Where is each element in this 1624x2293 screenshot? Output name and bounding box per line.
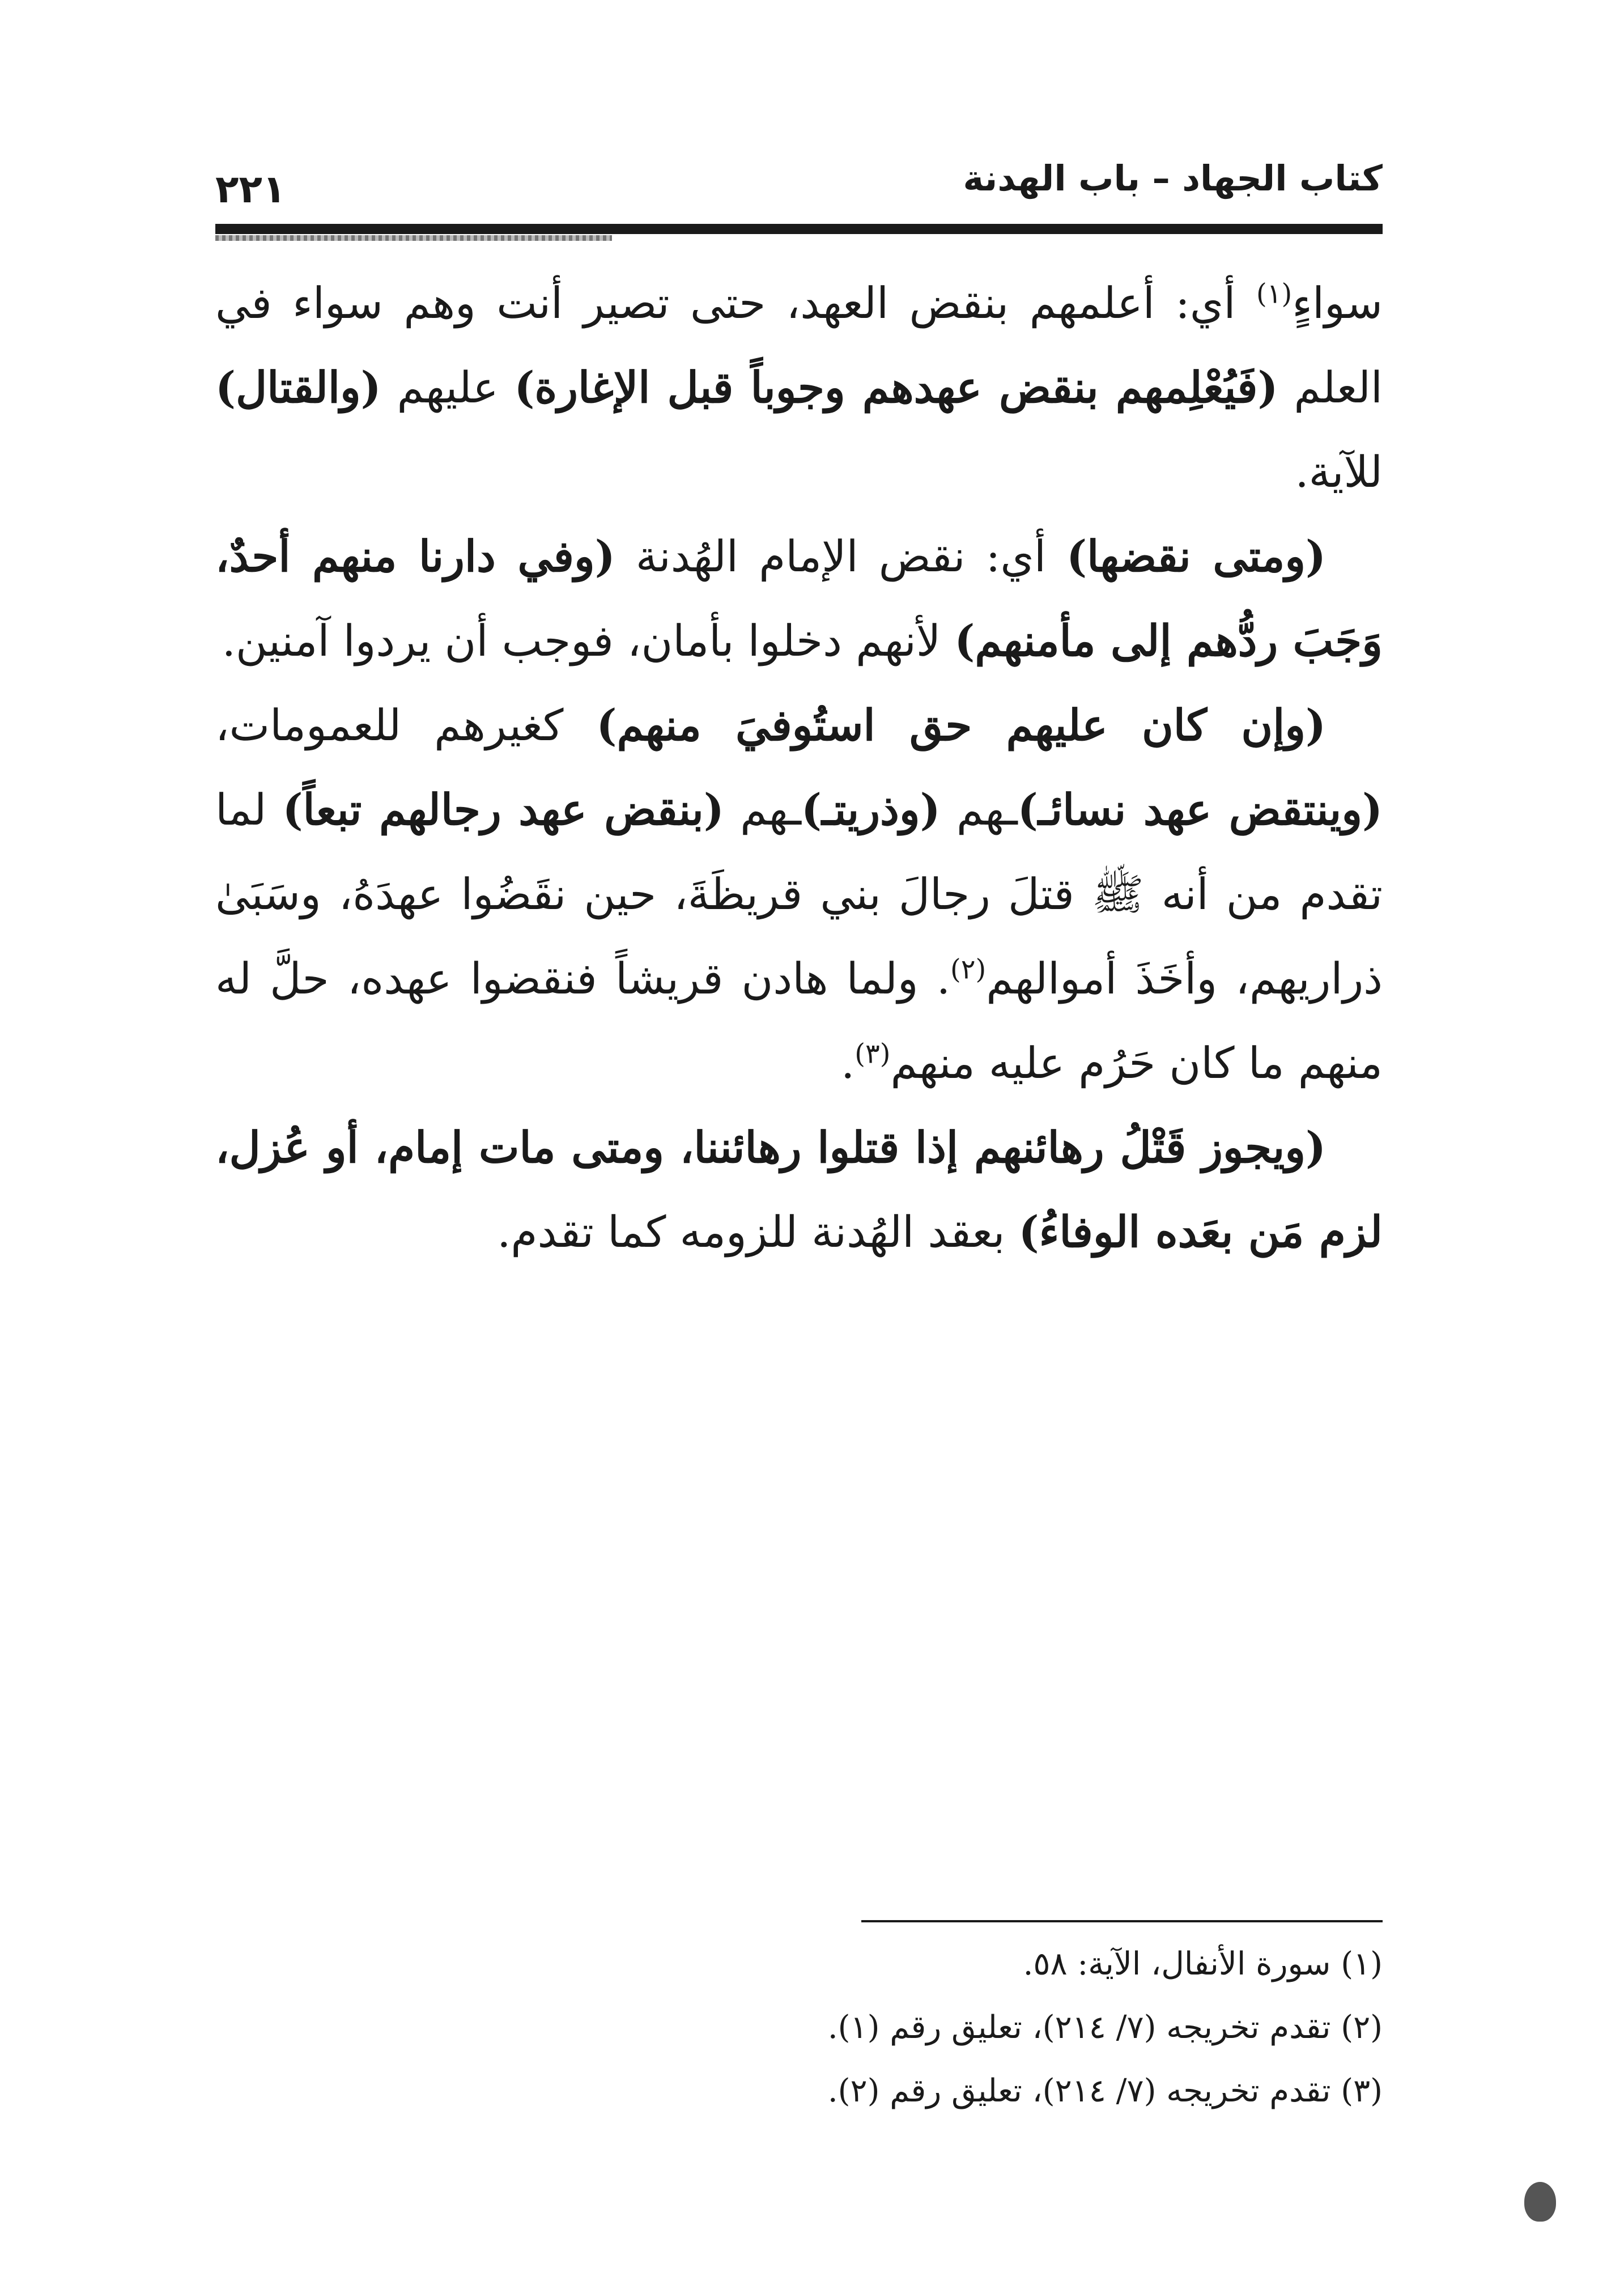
bold-text: (وذريتـ) <box>801 784 941 835</box>
bold-text: (والقتال) <box>215 362 381 413</box>
text-run: أي: أعلمهم بنقض العهد، حتى تصير أنت وهم سواء في العلم <box>215 278 1383 413</box>
main-text <box>215 261 1383 1274</box>
text-run: . ولما هادن قريشاً فنقضوا عهده، حلَّ له منهم ما كان حَرُم عليه منهم <box>215 953 1383 1088</box>
bold-text: (وفي دارنا منهم أحدٌ، وَجَبَ ردُّهم إلى مأمنهم) <box>215 531 1383 666</box>
text-run: لما تقدم من أنه ﷺ قتلَ رجالَ بني قريظَةَ، حين نقَضُوا عهدَهُ، وسَبَىٰ ذراريهم، وأخَذَ أموالهم <box>215 784 1383 1004</box>
text-run: بعقد الهُدنة للزومه كما تقدم. <box>497 1207 1019 1257</box>
text-run: . <box>841 1038 855 1088</box>
running-header <box>215 153 1383 221</box>
footnote-1: (١) سورة الأنفال، الآية: ٥٨. <box>1023 1946 1383 1982</box>
header-divider <box>215 224 1383 234</box>
footnote-divider <box>861 1920 1383 1922</box>
text-run: ـهم <box>940 784 1018 835</box>
text-run: سواءٍ <box>1292 278 1383 328</box>
text-run: ـهم <box>724 784 802 835</box>
page-corner-mark <box>1524 2182 1556 2222</box>
bold-text: (وينتقض عهد نسائـ) <box>1017 784 1383 835</box>
footnote-ref-1: (١) <box>1256 278 1293 310</box>
page-number: ٢٢١ <box>215 167 286 212</box>
paragraph-1 <box>215 261 1383 514</box>
footnote-3: (٣) تقدم تخريجه (٧/ ٢١٤)، تعليق رقم (٢). <box>827 2073 1383 2109</box>
paragraph-3 <box>215 683 1383 1105</box>
header-divider-texture <box>215 235 612 241</box>
text-run: كغيرهم للعمومات، <box>215 700 597 750</box>
footnote-2: (٢) تقدم تخريجه (٧/ ٢١٤)، تعليق رقم (١). <box>827 2009 1383 2046</box>
bold-text: (ومتى نقضها) <box>1066 531 1326 581</box>
text-run: لأنهم دخلوا بأمان، فوجب أن يردوا آمنين. <box>222 615 955 666</box>
header-title: كتاب الجهاد – باب الهدنة <box>963 158 1383 199</box>
footnotes <box>567 1933 1383 2123</box>
paragraph-2 <box>215 514 1383 683</box>
paragraph-4 <box>215 1105 1383 1274</box>
bold-text: (بنقض عهد رجالهم تبعاً) <box>282 784 724 835</box>
bold-text: (ويجوز قَتْلُ رهائنهم إذا قتلوا رهائننا، ومتى مات إمام، أو عُزل، لزم مَن بعَده الوفاءُ) <box>215 1122 1383 1257</box>
footnote-ref-2: (٢) <box>950 953 987 986</box>
text-run: أي: نقض الإمام الهُدنة <box>615 531 1067 581</box>
bold-text: (فَيُعْلِمهم بنقض عهدهم وجوباً قبل الإغارة) <box>514 362 1278 413</box>
footnote-ref-3: (٣) <box>854 1038 891 1070</box>
text-run: للآية. <box>1295 447 1383 497</box>
text-run: عليهم <box>381 362 515 413</box>
bold-text: (وإن كان عليهم حق استُوفيَ منهم) <box>596 700 1326 750</box>
